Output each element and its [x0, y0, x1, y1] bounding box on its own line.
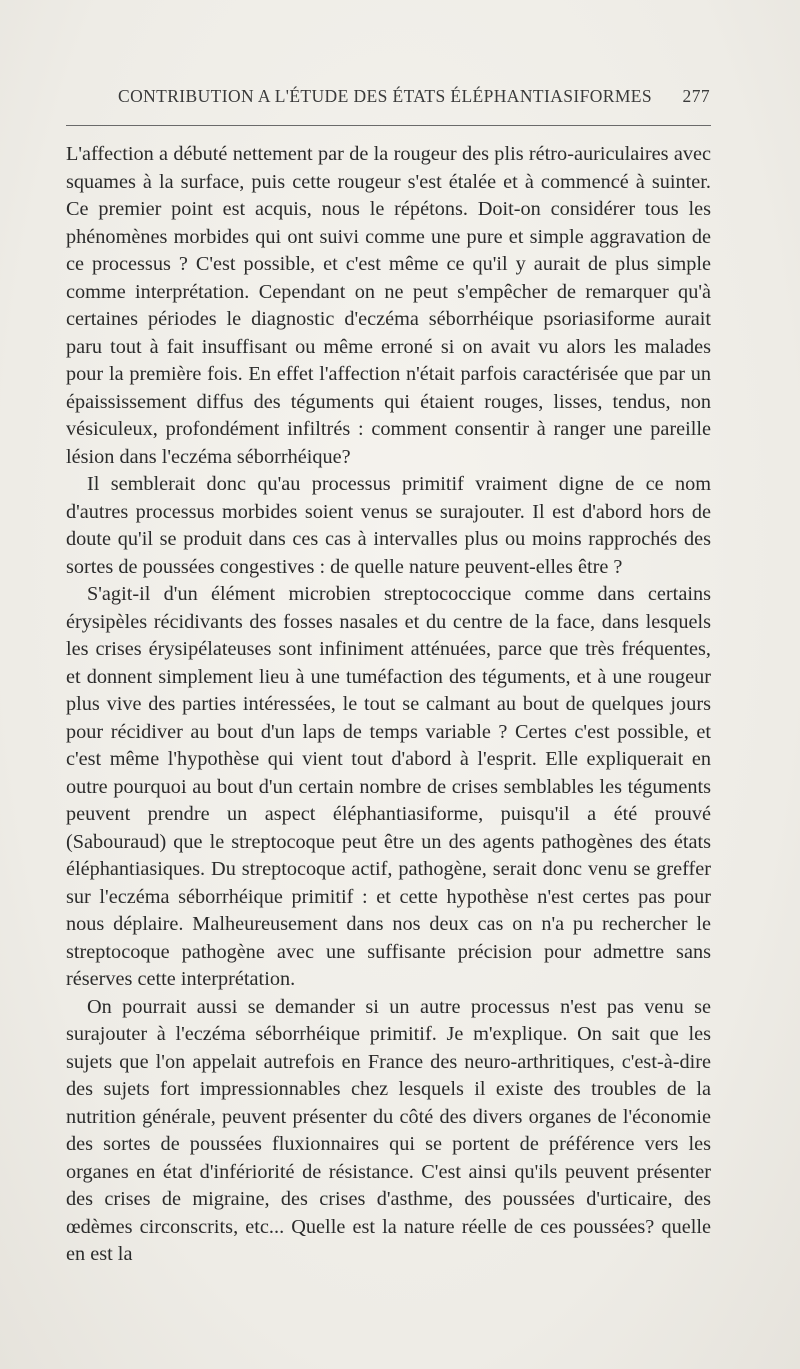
body-text: [66, 141, 711, 1269]
header-rule: [66, 125, 711, 126]
page-number: 277: [682, 86, 710, 106]
paragraph-4: On pourrait aussi se demander si un autre processus n'est pas venu se surajouter à l'eczéma séborrhéique primitif. Je m'explique. On sait que les sujets que l'on appelait autrefois en France des neuro-arthritiques, c'est-à-dire des sujets fort impressionnables chez lesquels il existe des troubles de la nutrition générale, peuvent présenter du côté des divers organes de l'économie des sortes de poussées fluxionnaires qui se portent de préférence vers les organes en état d'infériorité de résistance. C'est ainsi qu'ils peuvent présenter des crises de migraine, des crises d'asthme, des poussées d'urticaire, des œdèmes circonscrits, etc... Quelle est la nature réelle de ces poussées? quelle en est la: [66, 995, 711, 1265]
paragraph-3: S'agit-il d'un élément microbien streptococcique comme dans certains érysipèles récidivants des fosses nasales et du centre de la face, dans lesquels les crises érysipélateuses sont infiniment atténuées, parce que très fréquentes, et donnent simplement lieu à une tuméfaction des téguments, et à une rougeur plus vive des parties intéressées, le tout se calmant au bout de quelques jours pour récidiver au bout d'un laps de temps variable ? Certes c'est possible, et c'est même l'hypothèse qui vient tout d'abord à l'esprit. Elle expliquerait en outre pourquoi au bout d'un certain nombre de crises semblables les téguments peuvent prendre un aspect éléphantiasiforme, puisqu'il a été prouvé (Sabouraud) que le streptocoque peut être un des agents pathogènes des états éléphantiasiques. Du streptocoque actif, pathogène, serait donc venu se greffer sur l'eczéma séborrhéique primitif : et cette hypothèse n'est certes pas pour nous déplaire. Malheureusement dans nos deux cas on n'a pu rechercher le streptocoque pathogène avec une suffisante précision pour admettre sans réserves cette interprétation.: [66, 583, 711, 990]
paragraph-2: Il semblerait donc qu'au processus primitif vraiment digne de ce nom d'autres processus morbides soient venus se surajouter. Il est d'abord hors de doute qu'il se produit dans ces cas à intervalles plus ou moins rapprochés des sortes de poussées congestives : de quelle nature peuvent-elles être ?: [66, 473, 711, 578]
running-head-title: CONTRIBUTION A L'ÉTUDE DES ÉTATS ÉLÉPHANTIASIFORMES: [118, 86, 653, 106]
running-head: [118, 86, 710, 112]
paragraph-1: L'affection a débuté nettement par de la rougeur des plis rétro-auriculaires avec squames à la surface, puis cette rougeur s'est étalée et à commencé à suinter. Ce premier point est acquis, nous le répétons. Doit-on considérer tous les phénomènes morbides qui ont suivi comme une pure et simple aggravation de ce processus ? C'est possible, et c'est même ce qu'il y aurait de plus simple comme interprétation. Cependant on ne peut s'empêcher de remarquer qu'à certaines périodes le diagnostic d'eczéma séborrhéique psoriasiforme aurait paru tout à fait insuffisant ou même erroné si on avait vu alors les malades pour la première fois. En effet l'affection n'était parfois caractérisée que par un épaississement diffus des téguments qui étaient rouges, lisses, tendus, non vésiculeux, profondément infiltrés : comment consentir à ranger une pareille lésion dans l'eczéma séborrhéique?: [66, 143, 711, 468]
